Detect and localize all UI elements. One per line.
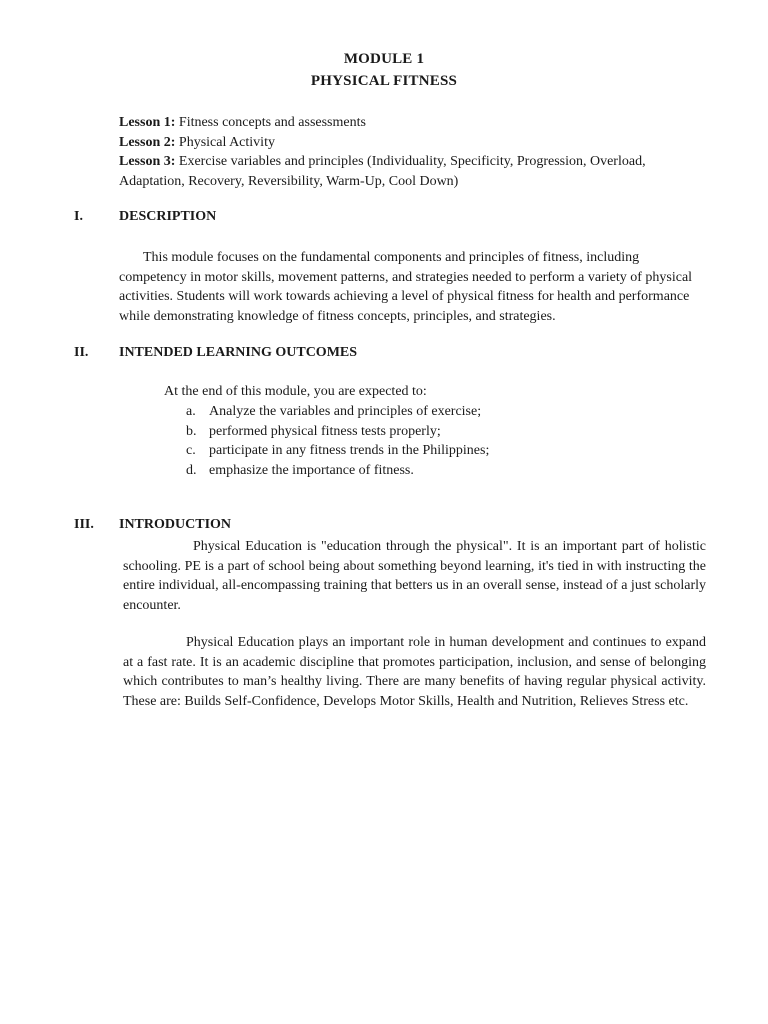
- list-item: [186, 441, 489, 461]
- list-item-text: Analyze the variables and principles of exercise;: [209, 404, 482, 419]
- lesson-list: [119, 113, 699, 191]
- introduction-paragraph-2: Physical Education plays an important role in human development and continues to expand at a fast rate. It is an academic discipline that promotes participation, inclusion, and sense of belonging which contributes to man’s healthy living. There are many benefits of having regular physical activity. These are: Builds Self-Confidence, Develops Motor Skills, Health and Nutrition, Relieves Stress etc.: [123, 635, 706, 709]
- module-number: MODULE 1: [343, 51, 425, 67]
- outcomes-intro: At the end of this module, you are expected to:: [164, 384, 427, 399]
- lesson-item: [119, 133, 699, 153]
- section-numeral: II.: [74, 345, 89, 360]
- section-heading-text: INTRODUCTION: [119, 517, 232, 532]
- lesson-label: Lesson 1:: [119, 115, 176, 130]
- lesson-text: Exercise variables and principles (Individuality, Specificity, Progression, Overload, Adaptation, Recovery, Reversibility, Warm-Up, Cool Down): [119, 154, 646, 189]
- section-heading-text: DESCRIPTION: [119, 209, 217, 224]
- section-numeral: I.: [74, 209, 83, 224]
- list-item-text: emphasize the importance of fitness.: [209, 462, 414, 478]
- list-marker: b.: [186, 423, 197, 439]
- list-item: [186, 402, 489, 422]
- lesson-label: Lesson 2:: [119, 134, 176, 150]
- list-item-text: participate in any fitness trends in the Philippines;: [209, 443, 490, 458]
- introduction-paragraph-1: Physical Education is "education through the physical". It is an important part of holistic schooling. PE is a part of school being about something beyond learning, it's tied in with instructing the entire individual, all-encompassing training that betters us in an overall sense, instead of a just scholarly encounter.: [123, 539, 706, 613]
- list-marker: c.: [186, 443, 196, 458]
- lesson-label: Lesson 3:: [119, 154, 176, 169]
- lesson-item: [119, 152, 699, 191]
- section-numeral: III.: [74, 517, 94, 532]
- description-paragraph: This module focuses on the fundamental components and principles of fitness, including competency in motor skills, movement patterns, and strategies needed to perform a variety of physical activities. Students will work towards achieving a level of physical fitness for health and performance while demonstrating knowledge of fitness concepts, principles, and strategies.: [119, 250, 693, 324]
- outcomes-list: [186, 402, 489, 480]
- list-item-text: performed physical fitness tests properly;: [209, 423, 441, 439]
- list-item: [186, 422, 489, 442]
- lesson-item: [119, 113, 699, 133]
- lesson-text: Physical Activity: [178, 134, 275, 150]
- list-marker: a.: [186, 404, 196, 419]
- list-marker: d.: [186, 462, 197, 478]
- section-heading-text: INTENDED LEARNING OUTCOMES: [119, 345, 358, 360]
- list-item: [186, 461, 489, 481]
- module-title: PHYSICAL FITNESS: [310, 73, 458, 89]
- lesson-text: Fitness concepts and assessments: [178, 115, 366, 130]
